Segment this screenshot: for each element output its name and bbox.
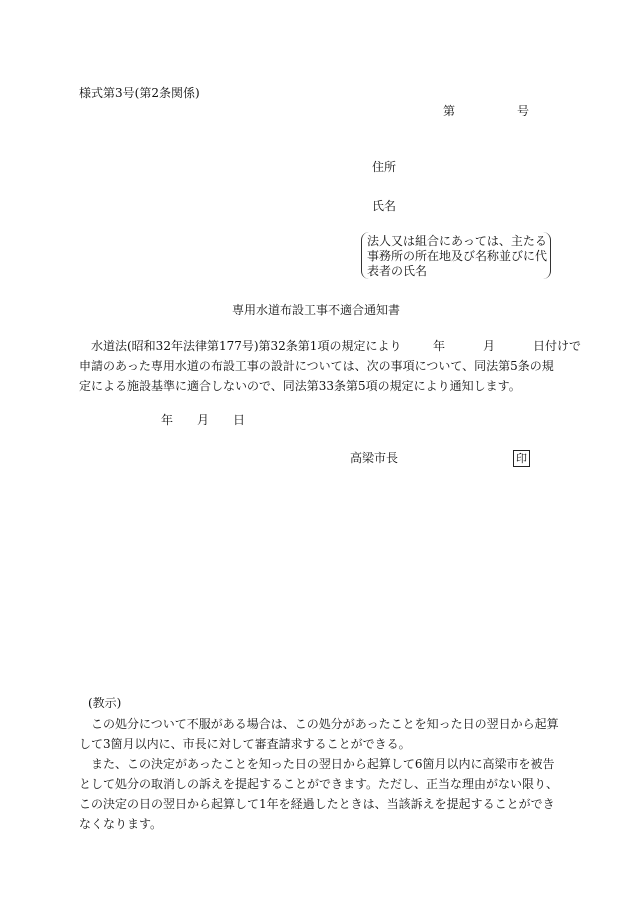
corporation-note-line: 事務所の所在地及び名称並びに代 bbox=[367, 249, 548, 263]
notice-body-text: 水道法(昭和32年法律第177号)第32条第1項の規定により bbox=[91, 339, 402, 353]
document-title: 専用水道布設工事不適合通知書 bbox=[232, 303, 401, 317]
instruction-heading: (教示) bbox=[88, 696, 122, 710]
instruction-line: この決定の日の翌日から起算して1年を経過したときは、当該訴えを提起することができ bbox=[79, 797, 555, 811]
notice-body-line: 申請のあった専用水道の布設工事の設計については、次の事項について、同法第5条の規 bbox=[79, 359, 554, 373]
mayor-title: 高梁市長 bbox=[350, 451, 399, 465]
instruction-line: この処分について不服がある場合は、この処分があったことを知った日の翌日から起算 bbox=[91, 717, 559, 731]
instruction-line: なくなります。 bbox=[79, 817, 163, 831]
form-number: 様式第3号(第2条関係) bbox=[79, 86, 200, 100]
corporation-note-line: 表者の氏名 bbox=[367, 264, 428, 278]
seal-mark: 印 bbox=[513, 450, 530, 467]
document-number-prefix: 第 bbox=[443, 104, 456, 118]
document-number-suffix: 号 bbox=[517, 104, 530, 118]
instruction-line: また、この決定があったことを知った日の翌日から起算して6箇月以内に高梁市を被告 bbox=[91, 757, 555, 771]
application-month: 月 bbox=[483, 339, 496, 353]
application-year: 年 bbox=[433, 339, 446, 353]
instruction-line: として処分の取消しの訴えを提起することができます。ただし、正当な理由がない限り、 bbox=[79, 777, 559, 791]
date-day: 日 bbox=[233, 413, 246, 427]
date-month: 月 bbox=[197, 413, 210, 427]
application-day: 日付けで bbox=[533, 339, 582, 353]
address-label: 住所 bbox=[372, 160, 397, 174]
corporation-note-line: 法人又は組合にあっては、主たる bbox=[367, 234, 547, 248]
instruction-line: して3箇月以内に、市長に対して審査請求することができる。 bbox=[79, 737, 411, 751]
notice-body-line: 定による施設基準に適合しないので、同法第33条第5項の規定により通知します。 bbox=[79, 379, 521, 393]
instruction-body bbox=[79, 714, 559, 834]
name-label: 氏名 bbox=[372, 199, 397, 213]
notice-body bbox=[79, 336, 582, 396]
corporation-note bbox=[361, 232, 551, 279]
date-year: 年 bbox=[161, 413, 174, 427]
notice-body-line bbox=[79, 336, 582, 356]
